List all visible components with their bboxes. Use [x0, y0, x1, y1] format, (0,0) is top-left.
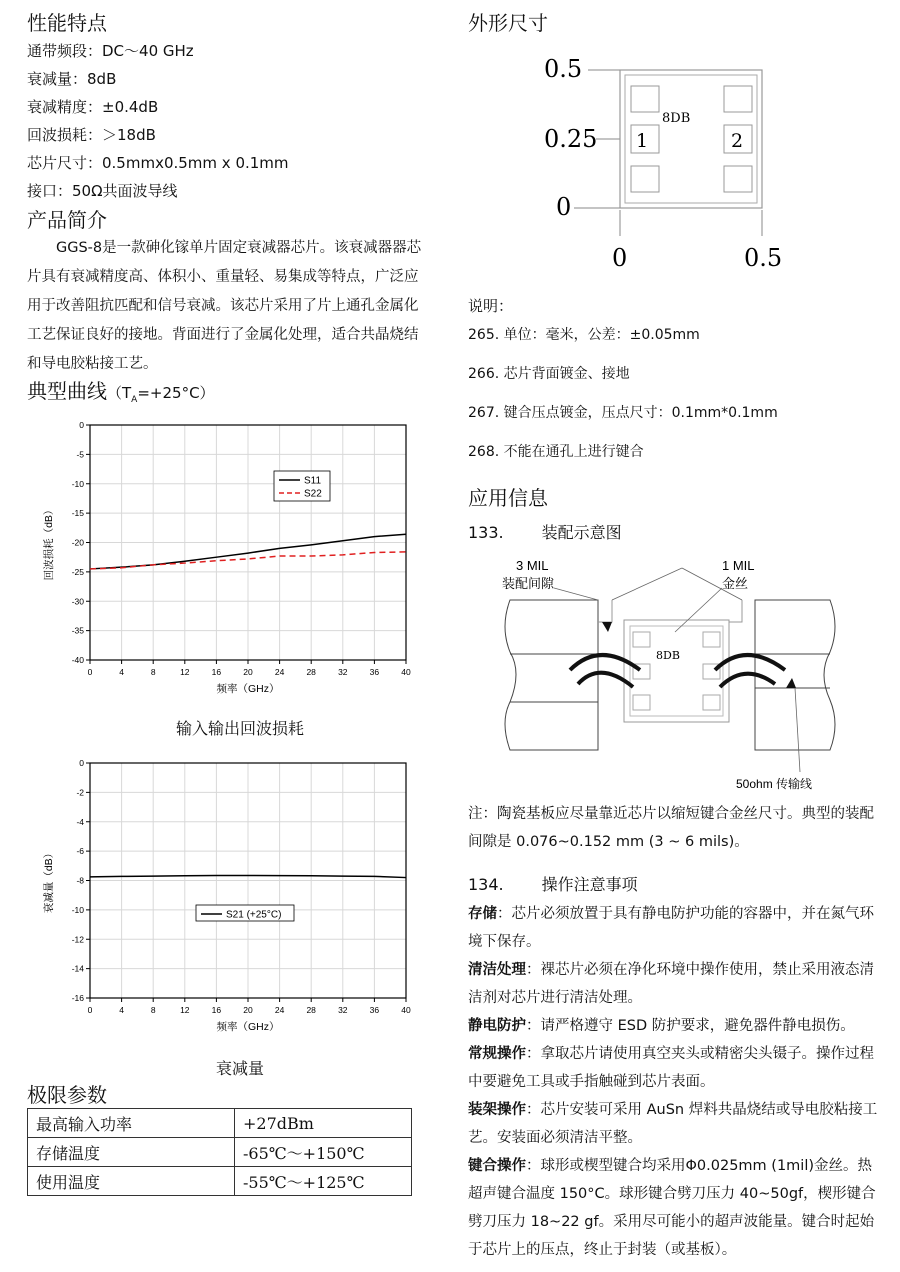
limits-table	[27, 1108, 412, 1196]
handling-item: 清洁处理：裸芯片必须在净化环境中操作使用，禁止采用液态清洁剂对芯片进行清洁处理。	[468, 962, 874, 1006]
legend	[196, 905, 294, 921]
feature-item: 衰减精度：±0.4dB	[27, 98, 159, 116]
pad-1-label: 1	[636, 130, 649, 152]
notes-title: 说明：	[468, 297, 514, 315]
feature-item: 芯片尺寸：0.5mmx0.5mm x 0.1mm	[27, 154, 289, 172]
dim-label-05-top: 0.5	[544, 55, 583, 83]
x-axis-label: 频率（GHz）	[216, 683, 280, 695]
return-loss-chart	[30, 415, 420, 705]
y-tick-label: -2	[76, 787, 84, 798]
chart1-caption: 输入输出回波损耗	[175, 719, 304, 738]
dim-label-0-bottom: 0	[612, 244, 628, 272]
y-tick-label: -20	[71, 537, 84, 548]
features-title: 性能特点	[27, 11, 107, 35]
feature-item: 回波损耗：＞18dB	[27, 126, 156, 144]
y-tick-label: -4	[76, 816, 84, 827]
x-tick-label: 40	[401, 667, 411, 677]
x-tick-label: 12	[180, 667, 190, 677]
feature-item: 衰减量：8dB	[27, 70, 117, 88]
outline-drawing	[530, 50, 800, 275]
y-tick-label: -30	[71, 596, 84, 607]
limit-param: 最高输入功率	[28, 1109, 235, 1138]
y-tick-label: -25	[71, 566, 84, 577]
x-tick-label: 0	[87, 667, 93, 677]
chip-label: 8DB	[662, 111, 691, 126]
y-tick-label: -40	[71, 655, 84, 665]
x-tick-label: 12	[180, 1005, 190, 1015]
curves-title: 典型曲线	[27, 379, 107, 403]
assembly-diagram	[500, 552, 840, 797]
dim-label-0-left: 0	[556, 193, 572, 221]
limit-param: 存储温度	[28, 1138, 235, 1167]
table-row	[28, 1167, 412, 1196]
x-tick-label: 8	[150, 1005, 156, 1015]
y-tick-label: -12	[71, 934, 84, 945]
chart2-caption: 衰减量	[215, 1059, 264, 1078]
note-item: 267. 键合压点镀金，压点尺寸：0.1mm*0.1mm	[468, 405, 778, 421]
x-tick-label: 20	[243, 1005, 253, 1015]
x-axis-label: 频率（GHz）	[216, 1021, 280, 1033]
intro-text: GGS-8是一款砷化镓单片固定衰减器芯片。该衰减器器芯片具有衰减精度高、体积小、重量轻、易集成等特点，广泛应用于改善阻抗匹配和信号衰减。该芯片采用了片上通孔金属化工艺保证良好的接地。背面进行了金属化处理，适合共晶烧结和导电胶粘接工艺。	[27, 240, 422, 372]
x-tick-label: 40	[401, 1005, 411, 1015]
label-gap: 装配间隙	[502, 577, 555, 592]
assembly-note: 注：陶瓷基板应尽量靠近芯片以缩短键合金丝尺寸。典型的装配间隙是 0.076~0.152 mm (3 ~ 6 mils)。	[468, 806, 874, 850]
legend-label: S22	[304, 488, 322, 500]
y-tick-label: -5	[76, 449, 84, 460]
note-item: 265. 单位：毫米，公差：±0.05mm	[468, 327, 700, 343]
features-list	[27, 37, 289, 205]
handling-item: 静电防护：请严格遵守 ESD 防护要求，避免器件静电损伤。	[468, 1018, 855, 1034]
y-tick-label: -10	[71, 478, 84, 489]
x-tick-label: 32	[338, 1005, 348, 1015]
legend	[274, 471, 330, 501]
pad-2-label: 2	[731, 130, 744, 152]
limit-value: -55℃～+125℃	[235, 1167, 412, 1196]
limit-value: -65℃～+150℃	[235, 1138, 412, 1167]
section-133-heading: 133. 装配示意图	[468, 523, 622, 542]
intro-title: 产品简介	[27, 208, 107, 232]
x-tick-label: 16	[211, 667, 222, 677]
attenuation-chart	[30, 753, 420, 1043]
dim-label-025: 0.25	[544, 125, 598, 153]
x-tick-label: 4	[119, 1005, 124, 1015]
y-tick-label: -35	[71, 625, 84, 636]
y-tick-label: -15	[71, 508, 84, 519]
y-tick-label: -6	[76, 846, 84, 857]
x-tick-label: 20	[243, 667, 253, 677]
feature-item: 接口：50Ω共面波导线	[27, 182, 178, 200]
limits-title: 极限参数	[27, 1083, 107, 1107]
x-tick-label: 32	[338, 667, 348, 677]
section-134-heading: 134. 操作注意事项	[468, 875, 638, 894]
y-tick-label: -8	[76, 875, 84, 886]
y-axis-label: 回波损耗（dB）	[43, 504, 55, 581]
app-title: 应用信息	[468, 486, 548, 510]
curves-heading	[27, 378, 215, 405]
x-tick-label: 4	[119, 667, 124, 677]
label-gold-wire: 金丝	[722, 577, 749, 592]
x-tick-label: 28	[306, 667, 316, 677]
feature-item: 通带频段：DC～40 GHz	[27, 42, 194, 60]
x-tick-label: 24	[274, 1005, 285, 1015]
outline-title: 外形尺寸	[468, 11, 548, 35]
x-tick-label: 28	[306, 1005, 316, 1015]
limit-value: +27dBm	[235, 1109, 412, 1138]
label-50ohm-line: 50ohm 传输线	[736, 777, 813, 791]
legend-label: S11	[304, 475, 322, 487]
y-tick-label: 0	[79, 758, 84, 768]
y-tick-label: 0	[79, 420, 84, 430]
handling-item: 常规操作：拿取芯片请使用真空夹头或精密尖头镊子。操作过程中要避免工具或手指触碰到芯片表面。	[468, 1046, 874, 1090]
y-axis-label: 衰减量（dB）	[43, 847, 55, 914]
legend-label: S21 (+25°C)	[226, 909, 282, 921]
note-item: 266. 芯片背面镀金、接地	[468, 366, 630, 382]
y-tick-label: -16	[71, 993, 84, 1003]
x-tick-label: 36	[369, 1005, 380, 1015]
x-tick-label: 0	[87, 1005, 93, 1015]
y-tick-label: -14	[71, 963, 84, 974]
label-1mil: 1 MIL	[722, 558, 755, 573]
label-chip: 8DB	[656, 649, 680, 662]
table-row	[28, 1109, 412, 1138]
note-item: 268. 不能在通孔上进行键合	[468, 444, 644, 460]
handling-item: 装架操作：芯片安装可采用 AuSn 焊料共晶烧结或导电胶粘接工艺。安装面必须清洁平整。	[468, 1102, 878, 1146]
handling-item: 存储：芯片必须放置于具有静电防护功能的容器中，并在氮气环境下保存。	[468, 906, 874, 950]
x-tick-label: 16	[211, 1005, 222, 1015]
dim-label-05-right: 0.5	[744, 244, 783, 272]
handling-list	[468, 900, 880, 1264]
y-tick-label: -10	[71, 904, 84, 915]
table-row	[28, 1138, 412, 1167]
limit-param: 使用温度	[28, 1167, 235, 1196]
handling-item: 键合操作：球形或楔型键合均采用Φ0.025mm (1mil)金丝。热超声键合温度 150°C。球形键合劈刀压力 40~50gf，楔形键合劈刀压力 18~22 gf。采用尽可能小的超声波能量。键合时起始于芯片上的压点，终止于封装（或基板）。	[468, 1158, 876, 1258]
x-tick-label: 24	[274, 667, 285, 677]
x-tick-label: 8	[150, 667, 156, 677]
x-tick-label: 36	[369, 667, 380, 677]
curves-condition: $(T_A=+25^\circ C)$	[107, 384, 215, 405]
label-3mil: 3 MIL	[516, 558, 549, 573]
